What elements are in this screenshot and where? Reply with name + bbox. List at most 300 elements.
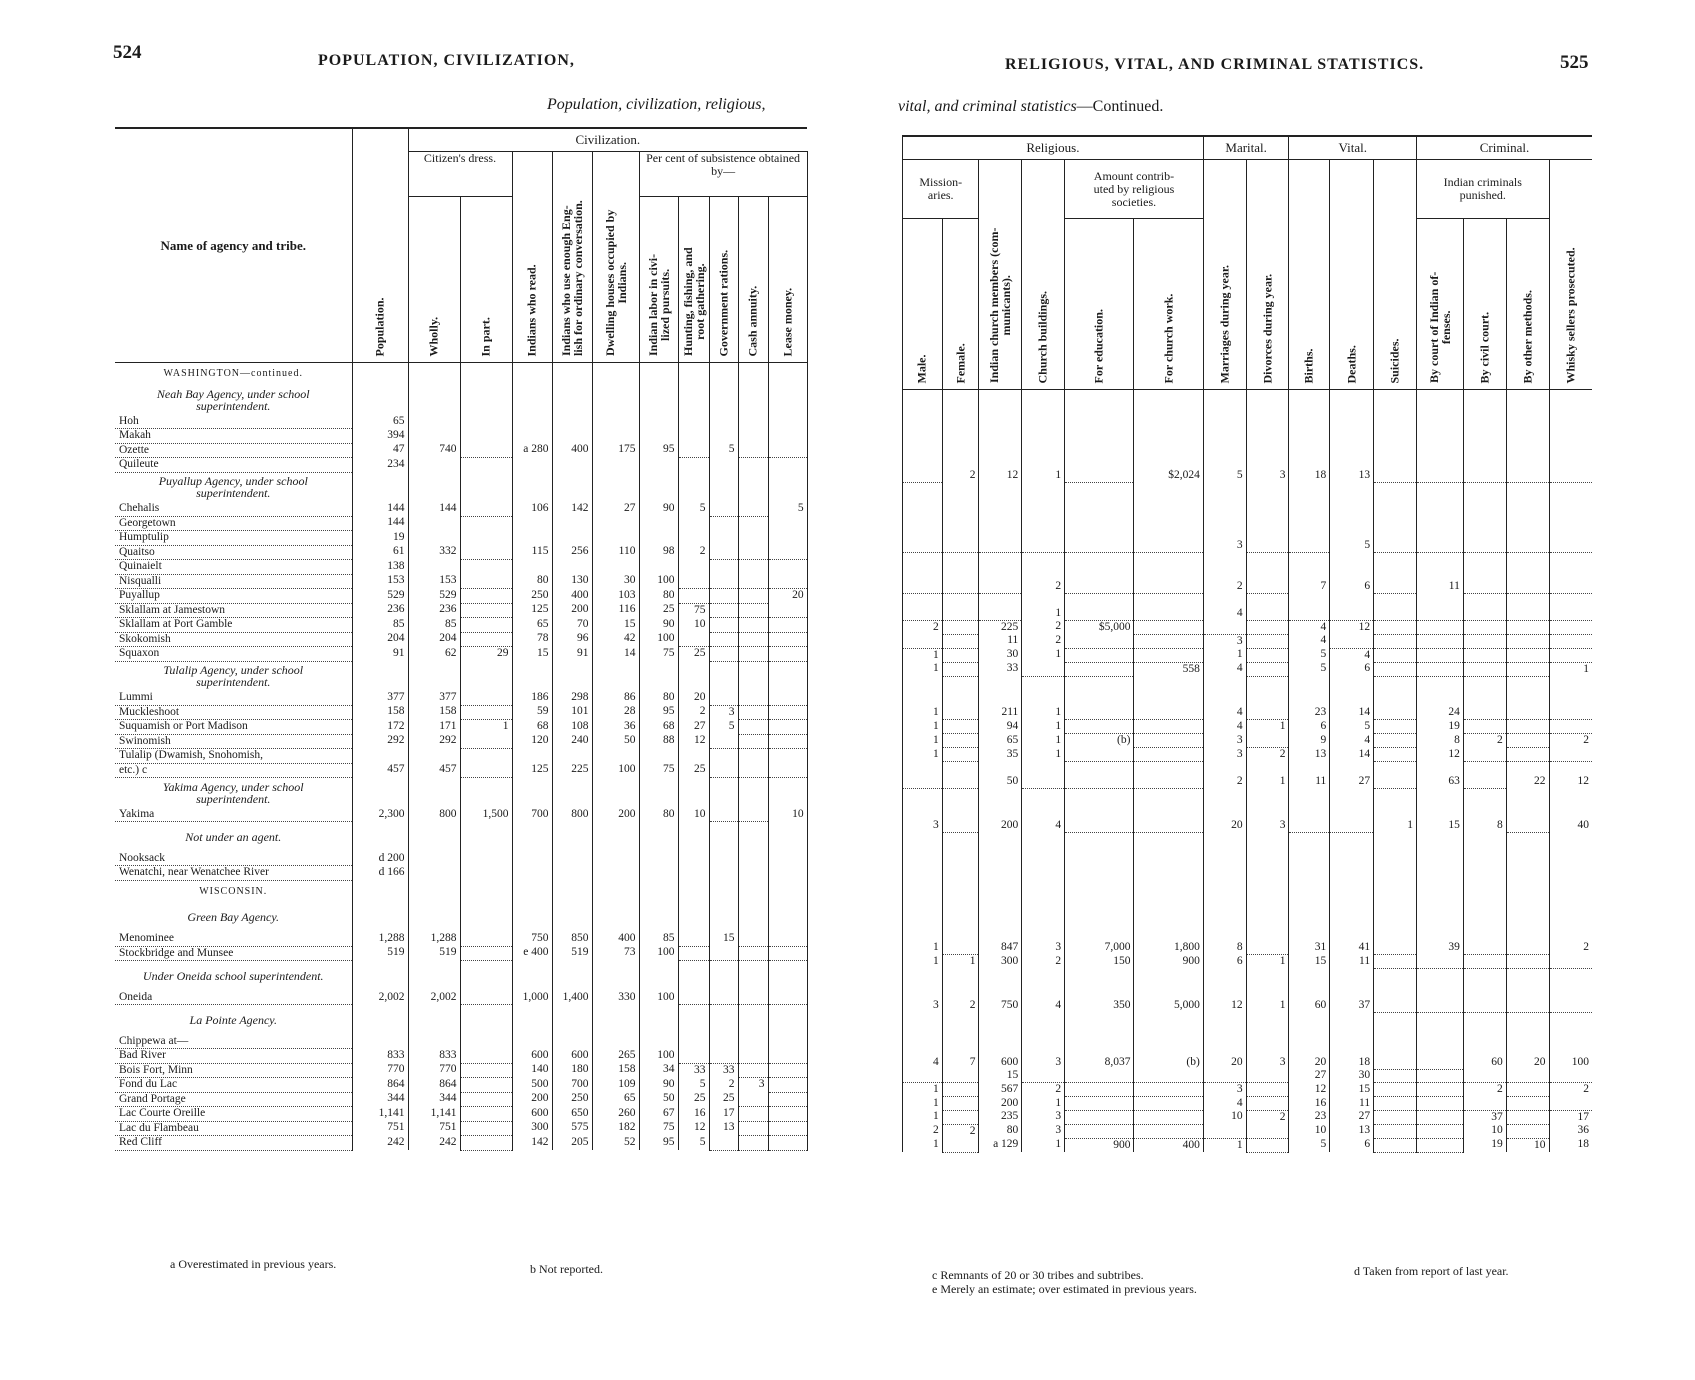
- header-name-of-agency: [115, 128, 352, 363]
- statistics-cell: [1463, 862, 1506, 876]
- civilization-cell: 100: [639, 1049, 678, 1064]
- civilization-cell: [460, 618, 512, 633]
- civilization-cell: [552, 1035, 592, 1049]
- civilization-cell: [552, 880, 592, 902]
- statistics-cell: [903, 469, 943, 483]
- statistics-cell: [1203, 390, 1246, 412]
- statistics-cell: [1374, 634, 1417, 648]
- statistics-cell: [1134, 390, 1203, 412]
- population-value: 864: [352, 1078, 408, 1093]
- statistics-cell: 3: [1203, 748, 1246, 762]
- civilization-cell: [460, 603, 512, 618]
- civilization-cell: [592, 778, 639, 808]
- statistics-cell: 30: [979, 648, 1022, 662]
- statistics-cell: [1374, 580, 1417, 594]
- civilization-cell: [460, 385, 512, 415]
- statistics-cell: 10: [1506, 1138, 1549, 1152]
- statistics-cell: [942, 607, 979, 621]
- statistics-cell: [1134, 832, 1203, 862]
- tribe-name: Squaxon: [115, 647, 352, 662]
- civilization-cell: [512, 880, 552, 902]
- civilization-cell: [408, 661, 460, 691]
- statistics-cell: [1506, 889, 1549, 911]
- civilization-cell: [512, 458, 552, 473]
- table-row: [903, 1012, 1593, 1042]
- statistics-cell: [1506, 819, 1549, 833]
- statistics-cell: 14: [1330, 706, 1374, 720]
- statistics-cell: [1506, 580, 1549, 594]
- civilization-cell: 5: [709, 443, 738, 458]
- statistics-cell: [1246, 889, 1289, 911]
- statistics-cell: 27: [1330, 1110, 1374, 1124]
- header-hunting-label: [682, 247, 706, 356]
- table-row: [903, 662, 1593, 676]
- statistics-cell: 1: [1549, 662, 1592, 676]
- statistics-cell: [1330, 889, 1374, 911]
- civilization-cell: [768, 691, 807, 705]
- statistics-cell: [903, 775, 943, 789]
- statistics-cell: [979, 607, 1022, 621]
- civilization-cell: [552, 661, 592, 691]
- statistics-cell: [1065, 862, 1134, 876]
- statistics-cell: 17: [1549, 1110, 1592, 1124]
- statistics-cell: 100: [1549, 1056, 1592, 1070]
- civilization-cell: [460, 415, 512, 429]
- statistics-cell: [1134, 607, 1203, 621]
- statistics-cell: [1330, 593, 1374, 607]
- table-row: [115, 822, 807, 852]
- civilization-cell: 529: [408, 589, 460, 604]
- statistics-cell: [942, 1110, 979, 1124]
- statistics-cell: [1289, 911, 1330, 941]
- statistics-cell: [1203, 620, 1246, 634]
- civilization-cell: [709, 560, 738, 575]
- civilization-cell: [768, 932, 807, 946]
- statistics-cell: [1065, 469, 1134, 483]
- statistics-cell: [1134, 634, 1203, 648]
- statistics-cell: [1065, 662, 1134, 676]
- civilization-cell: [408, 852, 460, 866]
- agency-heading: Puyallup Agency, under school superintendent.: [158, 474, 308, 501]
- statistics-cell: [1330, 455, 1374, 469]
- statistics-cell: [1134, 1069, 1203, 1083]
- statistics-cell: 1: [1246, 955, 1289, 969]
- table-row: [115, 720, 807, 735]
- statistics-cell: [1549, 566, 1592, 580]
- civilization-cell: [552, 961, 592, 991]
- statistics-cell: 6: [1289, 720, 1330, 734]
- statistics-cell: [1416, 1138, 1463, 1152]
- statistics-cell: [1416, 789, 1463, 819]
- statistics-cell: [1506, 1069, 1549, 1083]
- header-labor-label: [647, 254, 671, 356]
- table-row: [115, 808, 807, 822]
- statistics-cell: 12: [979, 469, 1022, 483]
- civilization-cell: 5: [768, 502, 807, 516]
- statistics-cell: 5: [1203, 469, 1246, 483]
- statistics-cell: [1416, 832, 1463, 862]
- civilization-cell: 59: [512, 705, 552, 720]
- population-value: 2,300: [352, 808, 408, 822]
- statistics-cell: [1134, 455, 1203, 469]
- civilization-cell: [709, 545, 738, 560]
- civilization-cell: [639, 749, 678, 764]
- statistics-cell: [1065, 789, 1134, 819]
- header-deaths: [1330, 160, 1374, 390]
- header-wholly-label: Wholly.: [426, 316, 441, 356]
- statistics-cell: [903, 969, 943, 999]
- statistics-cell: 1: [903, 1110, 943, 1124]
- statistics-cell: 19: [1463, 1138, 1506, 1152]
- civilization-cell: 142: [512, 1136, 552, 1151]
- civilization-cell: [678, 661, 709, 691]
- civilization-cell: 2: [678, 545, 709, 560]
- statistics-cell: 15: [979, 1069, 1022, 1083]
- civilization-cell: [678, 560, 709, 575]
- civilization-cell: [738, 618, 768, 633]
- statistics-cell: [903, 862, 943, 876]
- statistics-cell: [1330, 390, 1374, 412]
- statistics-cell: [1022, 1012, 1065, 1042]
- statistics-cell: [942, 1012, 979, 1042]
- statistics-cell: [1330, 566, 1374, 580]
- civilization-cell: [408, 1005, 460, 1035]
- statistics-cell: 6: [1203, 955, 1246, 969]
- civilization-cell: [592, 1005, 639, 1035]
- civilization-cell: [408, 902, 460, 932]
- table-row: [903, 1042, 1593, 1056]
- statistics-cell: [1506, 762, 1549, 776]
- statistics-cell: [1065, 748, 1134, 762]
- statistics-cell: [1065, 566, 1134, 580]
- header-whisky: [1549, 160, 1592, 390]
- statistics-cell: [1134, 1110, 1203, 1124]
- statistics-cell: 2: [1022, 620, 1065, 634]
- statistics-cell: [979, 553, 1022, 567]
- statistics-cell: [1065, 482, 1134, 496]
- civilization-cell: [460, 472, 512, 502]
- statistics-cell: 35: [979, 748, 1022, 762]
- civilization-cell: [768, 603, 807, 618]
- table-row: [903, 775, 1593, 789]
- statistics-cell: [1549, 593, 1592, 607]
- civilization-cell: [512, 661, 552, 691]
- table-row: [115, 1136, 807, 1151]
- table-row: [115, 502, 807, 516]
- statistics-cell: [1134, 1124, 1203, 1138]
- civilization-cell: [552, 822, 592, 852]
- statistics-cell: 6: [1330, 580, 1374, 594]
- civilization-cell: [768, 385, 807, 415]
- statistics-cell: [1374, 876, 1417, 890]
- civilization-cell: [768, 1107, 807, 1122]
- statistics-cell: [1463, 706, 1506, 720]
- civilization-cell: [592, 385, 639, 415]
- civilization-cell: 96: [552, 632, 592, 647]
- table-row: [903, 762, 1593, 776]
- civilization-cell: 68: [639, 720, 678, 735]
- statistics-cell: [1416, 634, 1463, 648]
- population-value: 292: [352, 734, 408, 749]
- statistics-cell: [979, 889, 1022, 911]
- civilization-cell: [592, 472, 639, 502]
- civilization-cell: [709, 808, 738, 822]
- statistics-cell: [1416, 593, 1463, 607]
- civilization-cell: 80: [512, 574, 552, 589]
- statistics-cell: 235: [979, 1110, 1022, 1124]
- statistics-cell: [1463, 496, 1506, 526]
- statistics-cell: 1: [903, 748, 943, 762]
- civilization-cell: [768, 880, 807, 902]
- statistics-cell: [979, 969, 1022, 999]
- table-row: [115, 545, 807, 560]
- civilization-cell: [709, 363, 738, 385]
- statistics-cell: 6: [1330, 1138, 1374, 1152]
- statistics-cell: 4: [1022, 999, 1065, 1013]
- civilization-cell: [460, 866, 512, 881]
- civilization-cell: [709, 661, 738, 691]
- statistics-cell: [1203, 442, 1246, 456]
- civilization-cell: 130: [552, 574, 592, 589]
- statistics-cell: 3: [1022, 1110, 1065, 1124]
- statistics-cell: [979, 412, 1022, 442]
- statistics-cell: 5: [1289, 1138, 1330, 1152]
- statistics-cell: 1: [903, 955, 943, 969]
- statistics-cell: 1: [1374, 819, 1417, 833]
- civilization-cell: [512, 385, 552, 415]
- header-citizens-dress: [408, 152, 512, 197]
- population-value: 61: [352, 545, 408, 560]
- civilization-cell: [709, 531, 738, 546]
- civilization-cell: 52: [592, 1136, 639, 1151]
- civilization-cell: [709, 822, 738, 852]
- statistics-cell: [1330, 676, 1374, 706]
- civilization-cell: [460, 1049, 512, 1064]
- statistics-cell: [1463, 775, 1506, 789]
- statistics-cell: [1330, 876, 1374, 890]
- civilization-cell: [678, 822, 709, 852]
- civilization-cell: 86: [592, 691, 639, 705]
- statistics-cell: [1022, 876, 1065, 890]
- statistics-cell: [1549, 553, 1592, 567]
- civilization-cell: [768, 902, 807, 932]
- tribe-name: Bad River: [115, 1049, 352, 1064]
- statistics-cell: [942, 553, 979, 567]
- statistics-cell: [1549, 390, 1592, 412]
- statistics-cell: 4: [1203, 1097, 1246, 1111]
- left-subtitle: Population, civilization, religious,: [547, 96, 766, 113]
- statistics-cell: 4: [1330, 734, 1374, 748]
- tribe-name: Wenatchi, near Wenatchee River: [115, 866, 352, 881]
- right-subtitle-italic: vital, and criminal statistics: [898, 98, 1077, 115]
- statistics-cell: [1134, 1012, 1203, 1042]
- header-annuity: [738, 197, 768, 363]
- statistics-cell: [1330, 1042, 1374, 1056]
- civilization-cell: 10: [678, 808, 709, 822]
- statistics-cell: [903, 566, 943, 580]
- agency-heading: La Pointe Agency.: [189, 1012, 277, 1027]
- statistics-cell: [942, 762, 979, 776]
- civilization-cell: [709, 991, 738, 1005]
- statistics-cell: [1022, 566, 1065, 580]
- statistics-cell: [942, 662, 979, 676]
- statistics-cell: [1134, 762, 1203, 776]
- statistics-cell: [1065, 539, 1134, 553]
- civilization-cell: [768, 472, 807, 502]
- statistics-cell: 13: [1330, 469, 1374, 483]
- statistics-cell: [1246, 1083, 1289, 1097]
- table-row: [115, 1121, 807, 1136]
- header-amount-line3: societies.: [1111, 194, 1157, 209]
- statistics-cell: 18: [1549, 1138, 1592, 1152]
- table-row: [903, 648, 1593, 662]
- statistics-cell: [1022, 832, 1065, 862]
- table-row: [903, 1056, 1593, 1070]
- statistics-cell: [1246, 607, 1289, 621]
- statistics-cell: [1506, 390, 1549, 412]
- statistics-cell: [1416, 1083, 1463, 1097]
- statistics-cell: [1549, 1097, 1592, 1111]
- civilization-cell: [512, 866, 552, 881]
- civilization-cell: 265: [592, 1049, 639, 1064]
- civilization-cell: [592, 1035, 639, 1049]
- table-row: [115, 1063, 807, 1078]
- statistics-cell: [1549, 862, 1592, 876]
- statistics-cell: [1246, 832, 1289, 862]
- table-row: [115, 429, 807, 444]
- civilization-cell: 25: [639, 603, 678, 618]
- statistics-cell: [1374, 1097, 1417, 1111]
- statistics-cell: [903, 1069, 943, 1083]
- civilization-cell: [512, 363, 552, 385]
- statistics-cell: [1289, 593, 1330, 607]
- civilization-cell: [709, 902, 738, 932]
- statistics-cell: [1134, 553, 1203, 567]
- civilization-cell: 5: [709, 720, 738, 735]
- civilization-cell: [592, 415, 639, 429]
- statistics-cell: [903, 676, 943, 706]
- civilization-cell: 200: [512, 1092, 552, 1107]
- civilization-cell: [738, 632, 768, 647]
- statistics-cell: [903, 593, 943, 607]
- header-marital-label: Marital.: [1225, 140, 1267, 156]
- statistics-cell: [979, 762, 1022, 776]
- civilization-cell: 575: [552, 1121, 592, 1136]
- civilization-cell: [709, 880, 738, 902]
- statistics-cell: 9: [1289, 734, 1330, 748]
- statistics-cell: [1203, 911, 1246, 941]
- statistics-cell: [1203, 889, 1246, 911]
- agency-heading: Tulalip Agency, under school superintendent.: [163, 663, 304, 690]
- civilization-cell: 106: [512, 502, 552, 516]
- population-value: 234: [352, 458, 408, 473]
- statistics-cell: [1246, 941, 1289, 955]
- statistics-cell: [1506, 566, 1549, 580]
- population-value: 519: [352, 946, 408, 961]
- table-row: [903, 496, 1593, 526]
- civilization-cell: [678, 932, 709, 946]
- civilization-cell: 1,500: [460, 808, 512, 822]
- statistics-cell: [1246, 1124, 1289, 1138]
- statistics-cell: [1506, 734, 1549, 748]
- statistics-cell: [1506, 941, 1549, 955]
- civilization-cell: [592, 661, 639, 691]
- statistics-cell: [1330, 789, 1374, 819]
- table-row: [903, 1083, 1593, 1097]
- civilization-cell: [639, 1005, 678, 1035]
- civilization-cell: [408, 385, 460, 415]
- statistics-cell: 11: [1289, 775, 1330, 789]
- statistics-cell: [942, 720, 979, 734]
- civilization-cell: [460, 1136, 512, 1151]
- population-value: 377: [352, 691, 408, 705]
- table-row: [903, 1110, 1593, 1124]
- civilization-cell: 75: [639, 1121, 678, 1136]
- civilization-cell: 80: [639, 808, 678, 822]
- statistics-cell: [1022, 539, 1065, 553]
- statistics-cell: 200: [979, 819, 1022, 833]
- civilization-cell: [709, 749, 738, 764]
- statistics-cell: [1289, 390, 1330, 412]
- civilization-cell: [678, 946, 709, 961]
- statistics-cell: [1134, 580, 1203, 594]
- civilization-cell: 75: [639, 647, 678, 662]
- statistics-cell: 11: [1330, 1097, 1374, 1111]
- civilization-cell: [738, 902, 768, 932]
- statistics-cell: [1022, 889, 1065, 911]
- agency-heading: Neah Bay Agency, under school superintendent.: [156, 386, 310, 413]
- civilization-cell: [552, 866, 592, 881]
- statistics-cell: [1506, 455, 1549, 469]
- statistics-cell: 4: [903, 1056, 943, 1070]
- header-english-line1: Indians who use enough Eng-: [559, 205, 573, 356]
- statistics-cell: [1506, 862, 1549, 876]
- civilization-cell: [768, 705, 807, 720]
- statistics-cell: [1289, 412, 1330, 442]
- statistics-cell: [1463, 412, 1506, 442]
- civilization-cell: [768, 363, 807, 385]
- statistics-cell: [1203, 1069, 1246, 1083]
- statistics-cell: [1289, 762, 1330, 776]
- statistics-cell: 1,800: [1134, 941, 1203, 955]
- civilization-cell: 70: [552, 618, 592, 633]
- statistics-cell: [1506, 969, 1549, 999]
- civilization-cell: [460, 458, 512, 473]
- civilization-cell: 833: [408, 1049, 460, 1064]
- civilization-cell: 1,000: [512, 991, 552, 1005]
- statistics-cell: [1330, 482, 1374, 496]
- statistics-cell: [942, 775, 979, 789]
- population-value: [352, 880, 408, 902]
- right-subtitle-continued: —Continued.: [1076, 98, 1164, 115]
- civilization-cell: [768, 545, 807, 560]
- statistics-cell: [1463, 634, 1506, 648]
- statistics-cell: 27: [1330, 775, 1374, 789]
- statistics-cell: 8: [1416, 734, 1463, 748]
- statistics-cell: [1549, 706, 1592, 720]
- civilization-cell: [678, 458, 709, 473]
- civilization-cell: [408, 458, 460, 473]
- statistics-cell: [1246, 526, 1289, 540]
- statistics-cell: [1463, 789, 1506, 819]
- statistics-cell: [1246, 412, 1289, 442]
- population-value: 144: [352, 502, 408, 516]
- header-dwelling-label: [604, 210, 628, 356]
- statistics-cell: 11: [979, 634, 1022, 648]
- civilization-cell: [738, 1136, 768, 1151]
- statistics-cell: 1: [903, 941, 943, 955]
- statistics-cell: [1463, 482, 1506, 496]
